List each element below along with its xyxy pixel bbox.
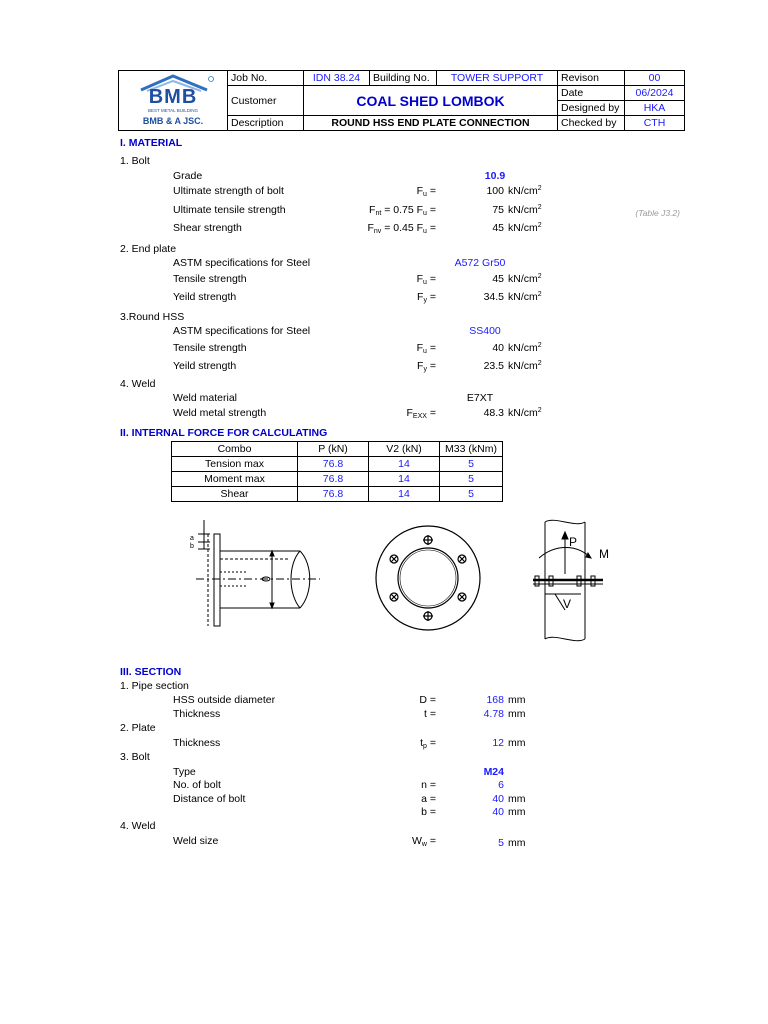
revision-label: Revison <box>558 71 625 86</box>
checked-by-value: CTH <box>625 116 685 131</box>
weld-strength-value: 48.3 <box>483 407 504 419</box>
end-plate-subtitle: 2. End plate <box>120 243 177 255</box>
b-symbol: b = <box>421 806 436 818</box>
unit: $kN/cm^2$ <box>508 222 542 234</box>
fy-symbol: $F_y$ = <box>417 291 436 304</box>
tensile-strength-value: 75 <box>492 204 504 216</box>
yield-label: Yeild strength <box>173 360 237 372</box>
front-view-diagram <box>372 522 484 634</box>
force-table-header <box>172 442 503 457</box>
mm-unit: mm <box>508 837 526 849</box>
unit: $kN/cm^2$ <box>508 273 542 285</box>
thickness-label: Thickness <box>173 708 221 720</box>
description-value: ROUND HSS END PLATE CONNECTION <box>304 116 558 131</box>
mm-unit: mm <box>508 708 526 720</box>
job-no-value: IDN 38.24 <box>304 71 370 86</box>
job-no-label: Job No. <box>228 71 304 86</box>
bolt-hole-icon <box>423 535 433 545</box>
plate-subtitle: 2. Plate <box>120 722 156 734</box>
yield-label: Yeild strength <box>173 291 237 303</box>
bolt-hole-icon <box>390 593 398 601</box>
weld-material-value: E7XT <box>466 392 494 404</box>
designed-by-label: Designed by <box>558 101 625 116</box>
v-shear-label: V <box>563 597 572 611</box>
plate-thickness-symbol: $t_p$ = <box>420 737 436 750</box>
tensile-label: Tensile strength <box>173 273 247 285</box>
mm-unit: mm <box>508 806 526 818</box>
plate-fy-value: 34.5 <box>483 291 504 303</box>
header-p: P (kN) <box>298 442 369 457</box>
customer-value: COAL SHED LOMBOK <box>304 86 558 116</box>
combo-cell: Moment max <box>172 472 298 487</box>
od-value: 168 <box>486 694 504 706</box>
ult-strength-symbol: $F_u$ = <box>416 185 436 198</box>
bolt-type-label: Type <box>173 766 196 778</box>
p-cell: 76.8 <box>298 457 369 472</box>
table-row <box>172 472 503 487</box>
grade-value: 10.9 <box>484 170 506 182</box>
p-cell: 76.8 <box>298 487 369 502</box>
shear-strength-label: Shear strength <box>173 222 242 234</box>
fu-symbol: $F_u$ = <box>416 273 436 286</box>
bolt-count-label: No. of bolt <box>173 779 221 791</box>
fu-symbol: $F_u$ = <box>416 342 436 355</box>
bolt-count-value: 6 <box>498 779 504 791</box>
weld-size-label: Weld size <box>173 835 219 847</box>
mm-unit: mm <box>508 694 526 706</box>
load-diagram <box>525 514 625 644</box>
p-force-label: P <box>569 535 578 549</box>
v2-cell: 14 <box>369 472 440 487</box>
combo-cell: Tension max <box>172 457 298 472</box>
astm-label: ASTM specifications for Steel <box>173 257 311 269</box>
hss-fu-value: 40 <box>492 342 504 354</box>
a-value: 40 <box>492 793 504 805</box>
astm-label: ASTM specifications for Steel <box>173 325 311 337</box>
weld-section-subtitle: 4. Weld <box>120 820 156 832</box>
company-name: BMB & A JSC. <box>142 115 204 126</box>
tensile-strength-label: Ultimate tensile strength <box>173 204 286 216</box>
building-no-label: Building No. <box>370 71 437 86</box>
date-label: Date <box>558 86 625 101</box>
designed-by-value: HKA <box>625 101 685 116</box>
m33-cell: 5 <box>440 457 503 472</box>
b-value: 40 <box>492 806 504 818</box>
plate-astm-value: A572 Gr50 <box>454 257 506 269</box>
shear-strength-value: 45 <box>492 222 504 234</box>
ult-strength-label: Ultimate strength of bolt <box>173 185 284 197</box>
plate-fu-value: 45 <box>492 273 504 285</box>
combo-cell: Shear <box>172 487 298 502</box>
bolt-hole-icon <box>390 555 398 563</box>
table-row <box>172 487 503 502</box>
p-cell: 76.8 <box>298 472 369 487</box>
bolt-distance-label: Distance of bolt <box>173 793 246 805</box>
fexx-symbol: $F_{EXX}$ = <box>406 407 436 420</box>
tensile-label: Tensile strength <box>173 342 247 354</box>
logo-cell <box>119 71 228 131</box>
weld-size-symbol: $W_w$ = <box>411 835 436 848</box>
section-title: III. SECTION <box>120 666 182 678</box>
bolt-subtitle: 1. Bolt <box>120 155 150 167</box>
bolt-count-symbol: n = <box>421 779 436 791</box>
thickness-value: 4.78 <box>483 708 504 720</box>
table-reference: (Table J3.2) <box>635 208 680 218</box>
dim-a-label: a <box>190 535 194 542</box>
unit: $kN/cm^2$ <box>508 185 542 197</box>
hss-subtitle: 3.Round HSS <box>120 311 185 323</box>
m33-cell: 5 <box>440 472 503 487</box>
ult-strength-value: 100 <box>486 185 504 197</box>
mm-unit: mm <box>508 737 526 749</box>
unit: $kN/cm^2$ <box>508 291 542 303</box>
revision-value: 00 <box>625 71 685 86</box>
weld-subtitle: 4. Weld <box>120 378 156 390</box>
od-symbol: D = <box>419 694 436 706</box>
bolt-section-subtitle: 3. Bolt <box>120 751 150 763</box>
bolt-hole-icon <box>458 593 466 601</box>
fy-symbol: $F_y$ = <box>417 360 436 373</box>
weld-strength-label: Weld metal strength <box>173 407 267 419</box>
pipe-subtitle: 1. Pipe section <box>120 680 189 692</box>
bolt-hole-icon <box>423 611 433 621</box>
bolt-hole-icon <box>458 555 466 563</box>
checked-by-label: Checked by <box>558 116 625 131</box>
material-title: I. MATERIAL <box>120 137 183 149</box>
building-no-value: TOWER SUPPORT <box>437 71 558 86</box>
side-view-diagram <box>188 514 328 632</box>
header-combo: Combo <box>172 442 298 457</box>
date-value: 06/2024 <box>625 86 685 101</box>
grade-label: Grade <box>173 170 203 182</box>
bolt-type-value: M24 <box>483 766 504 778</box>
description-label: Description <box>228 116 304 131</box>
tensile-strength-symbol: $F_{nt} = 0.75$ $F_u$ = <box>369 204 436 217</box>
title-block <box>118 70 685 131</box>
customer-label: Customer <box>228 86 304 116</box>
logo-text: BMB <box>148 85 198 108</box>
unit: $kN/cm^2$ <box>508 204 542 216</box>
table-row <box>172 457 503 472</box>
mm-unit: mm <box>508 793 526 805</box>
logo-subtext: BEST METAL BUILDING <box>148 107 198 113</box>
dim-b-label: b <box>190 543 194 550</box>
m-moment-label: M <box>599 547 609 561</box>
od-label: HSS outside diameter <box>173 694 276 706</box>
hss-fy-value: 23.5 <box>483 360 504 372</box>
force-table <box>171 441 503 502</box>
hss-astm-value: SS400 <box>469 325 501 337</box>
header-m33: M33 (kNm) <box>440 442 503 457</box>
unit: $kN/cm^2$ <box>508 360 542 372</box>
a-symbol: a = <box>421 793 436 805</box>
shear-strength-symbol: $F_{nv} = 0.45$ $F_u$ = <box>367 222 436 235</box>
v2-cell: 14 <box>369 487 440 502</box>
unit: $kN/cm^2$ <box>508 407 542 419</box>
header-v2: V2 (kN) <box>369 442 440 457</box>
plate-thickness-label: Thickness <box>173 737 221 749</box>
plate-thickness-value: 12 <box>492 737 504 749</box>
weld-size-value: 5 <box>498 837 504 849</box>
thickness-symbol: t = <box>424 708 436 720</box>
m33-cell: 5 <box>440 487 503 502</box>
weld-material-label: Weld material <box>173 392 237 404</box>
unit: $kN/cm^2$ <box>508 342 542 354</box>
forces-title: II. INTERNAL FORCE FOR CALCULATING <box>120 427 328 439</box>
v2-cell: 14 <box>369 457 440 472</box>
